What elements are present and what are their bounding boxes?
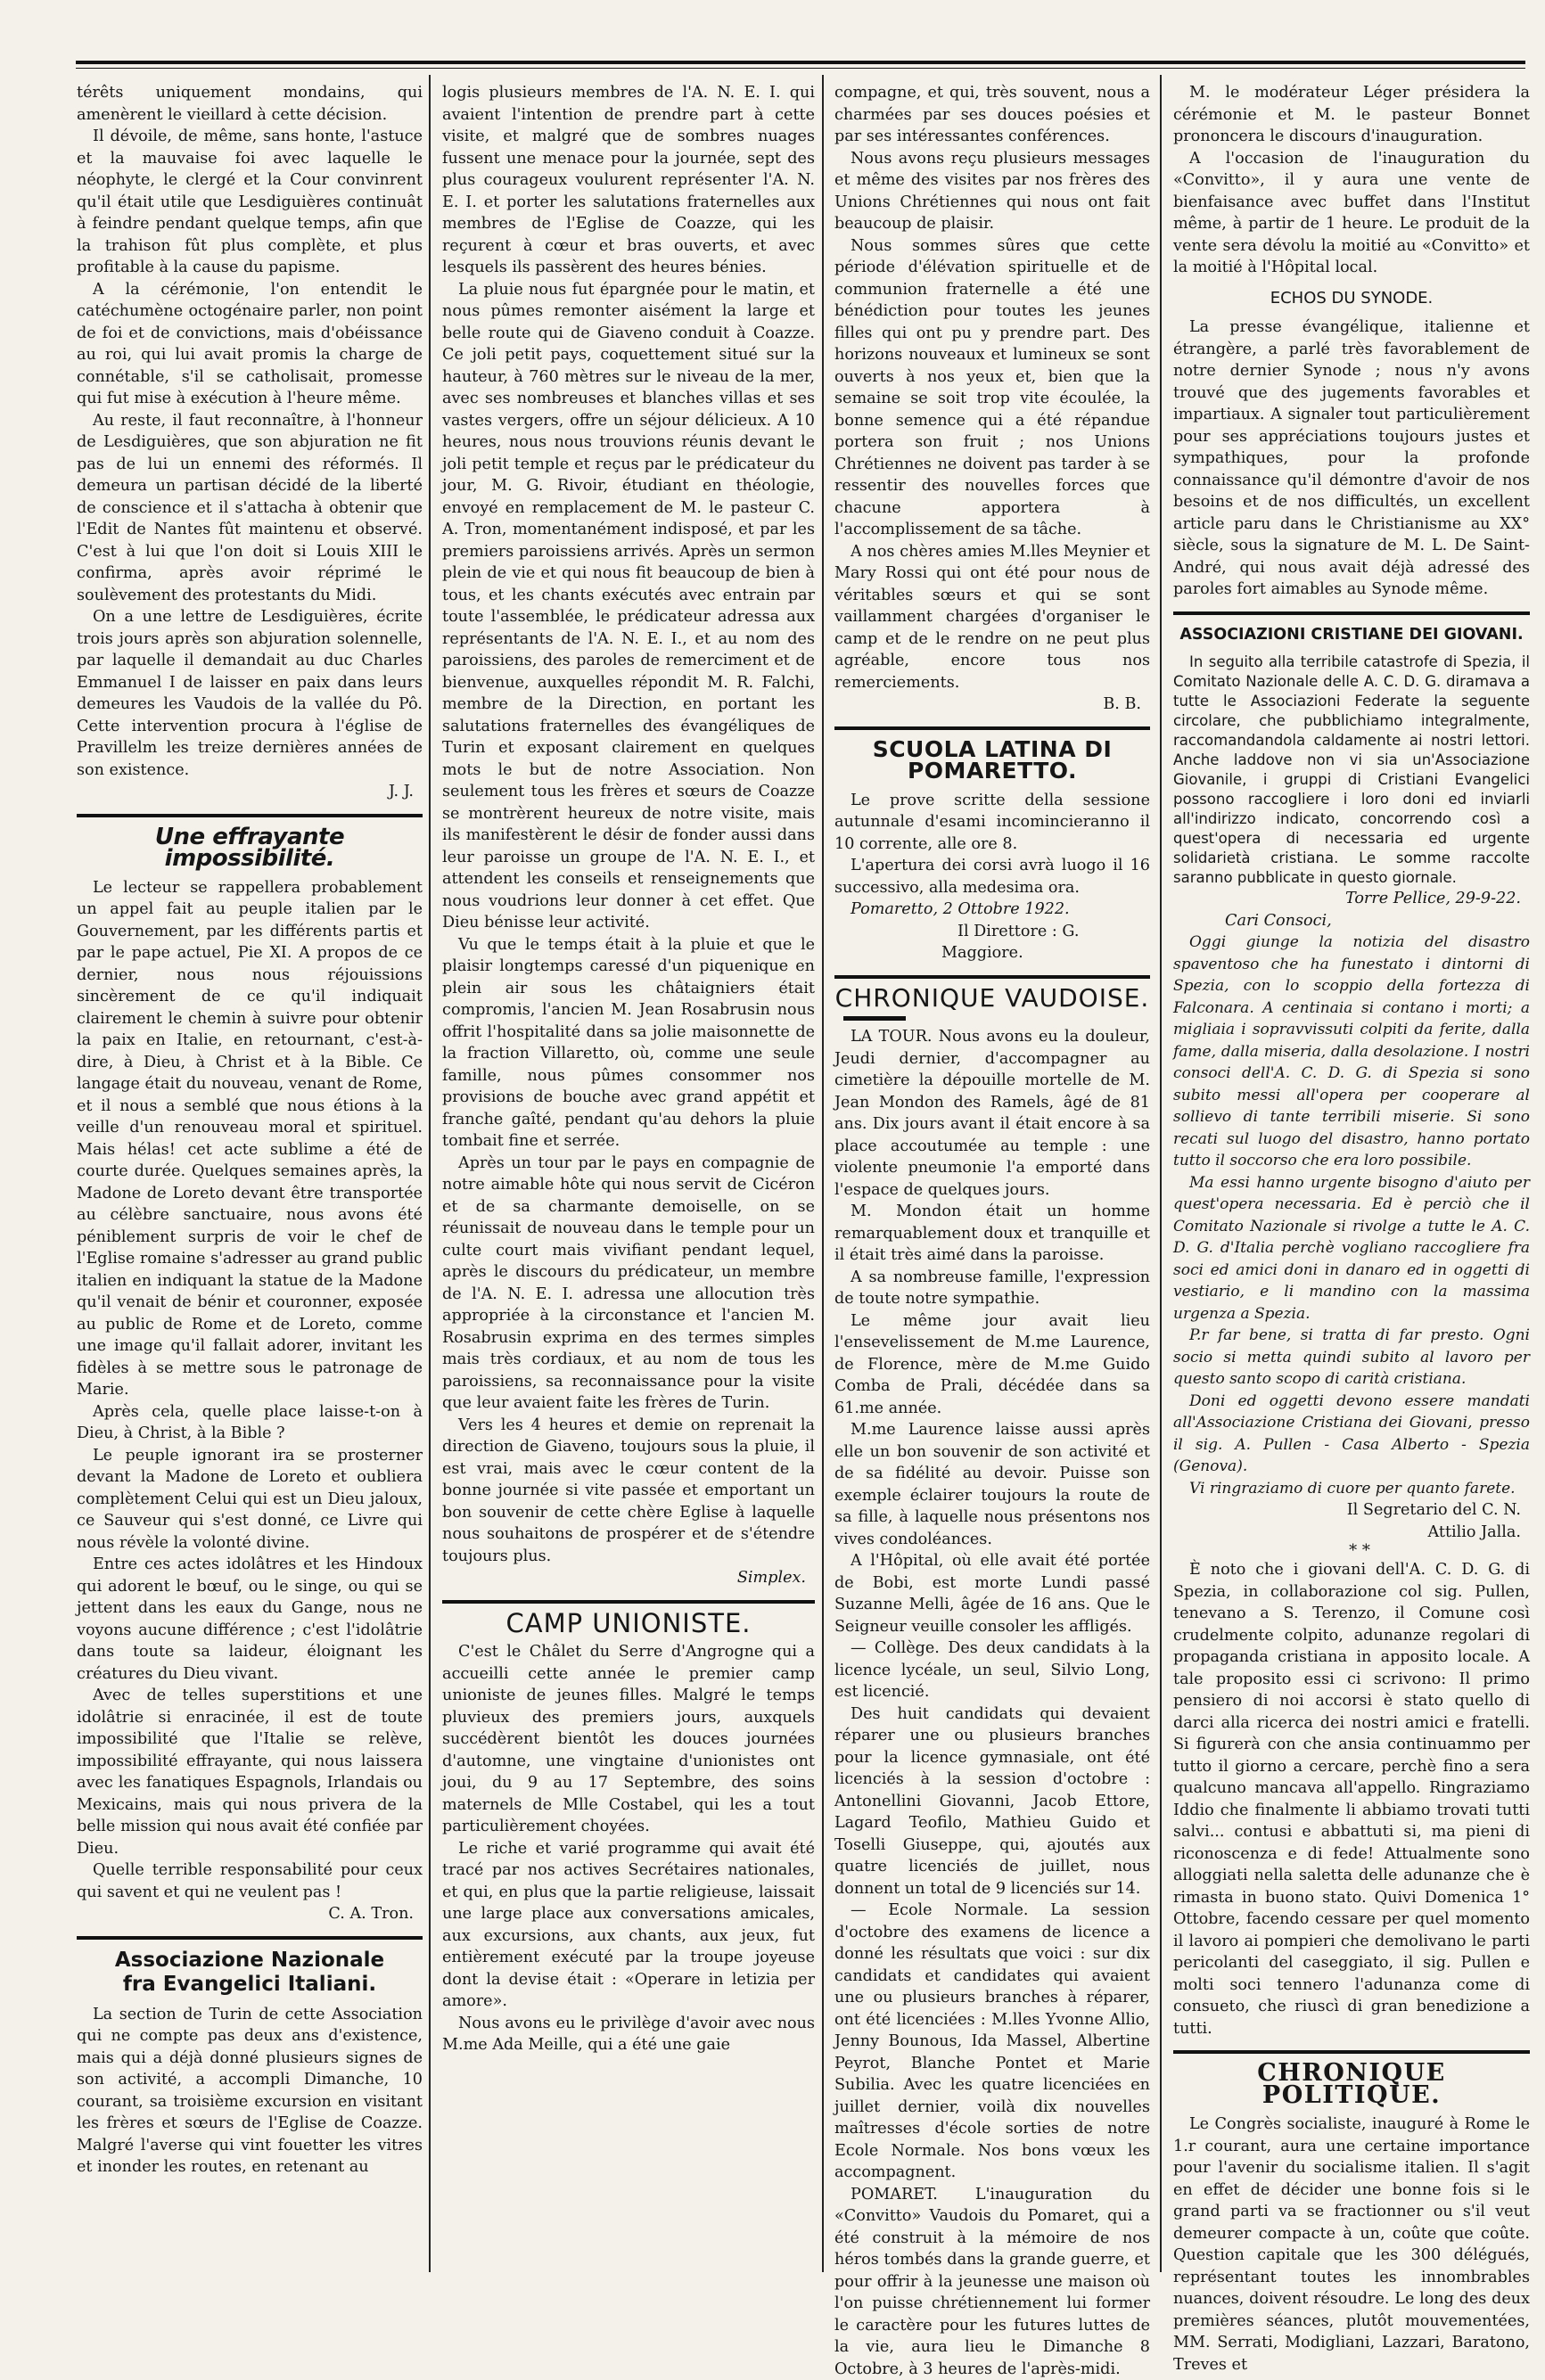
article-paragraph: LA TOUR. Nous avons eu la douleur, Jeudi dernier, d'accompagner au cimetière la dépouille mortelle de M. Jean Mondon des Ramels, âgé de 81 ans. Dix jours avant il était encore à sa place accoutumée au temple : une violente pneumonie l'a emporté dans l'espace de quelques jours. — [834, 1026, 1150, 1201]
article-paragraph: térêts uniquement mondains, qui amenèrent le vieillard à cette décision. — [77, 82, 423, 126]
article-paragraph: Il dévoile, de même, sans honte, l'astuce et la mauvaise foi avec laquelle le néophyte, le clergé et la Cour convinrent qu'il était utile que Lesdiguières continuât à feindre pendant quelque temps, afin que la trahison fût plus complète, et plus profitable à la cause du papisme. — [77, 126, 423, 279]
article-title: CAMP UNIONISTE. — [442, 1613, 815, 1635]
article-paragraph: M. le modérateur Léger présidera la cérémonie et M. le pasteur Bonnet prononcera le discours d'inauguration. — [1173, 82, 1530, 148]
article-paragraph: È noto che i giovani dell'A. C. D. G. di Spezia, in collaborazione col sig. Pullen, tenevano a S. Terenzo, il Comune così crudelmente colpito, adunanze regolari di propaganda cristiana in apposito locale. A tale proposito essi ci scrivono: Il primo pensiero di noi accorsi è stato quello di darci alla ricerca dei nostri amici e fratelli. Si figurerà con che ansia continuammo per tutto il giorno a cercare, perchè fino a sera qualcuno mancava all'appello. Ringraziamo Iddio che finalmente li abbiamo trovati tutti salvi... contusi e abbattuti si, ma pieni di riconoscenza e di fede! Attualmente sono alloggiati nella saletta delle adunanze che è rimasta in buono stato. Quivi Domenica 1° Ottobre, facendo cessare per quel momento il lavoro ai pompieri che demolivano le parti pericolanti del caseggiato, il sig. Pullen e molti soci tennero l'adunanza come di consueto, che riuscì di gran benedizione a tutti. — [1173, 1559, 1530, 2039]
column-divider — [822, 75, 824, 2272]
title-line-1: Associazione Nazionale — [115, 1949, 384, 1972]
article-paragraph: Le peuple ignorant ira se prosterner devant la Madone de Loreto et oubliera complètement Celui qui est un Dieu jaloux, ce Sauveur qui s'est donné, ce Livre qui nous révèle la volonté divine. — [77, 1445, 423, 1555]
article-paragraph: — Ecole Normale. La session d'octobre des examens de licence a donné les résultats que voici : sur dix candidats et candidates qui avaient une ou plusieurs branches à réparer, ont été licenciées : M.lles Yvonne Allio, Jenny Bounous, Ida Massel, Albertine Peyrot, Blanche Pontet et Marie Subilia. Avec les quatre licenciées en juillet dernier, voilà dix nouvelles maîtresses d'école sorties de notre Ecole Normale. Nos bons vœux les accompagnent. — [834, 1900, 1150, 2184]
article-paragraph: La pluie nous fut épargnée pour le matin, et nous pûmes remonter aisément la large et belle route qui de Giaveno conduit à Coazze. Ce joli petit pays, coquettement situé sur la hauteur, à 760 mètres sur le niveau de la mer, avec ses nombreuses et blanches villas et ses vastes vergers, offre un séjour délicieux. A 10 heures, nous nous trouvions réunis devant le joli petit temple et reçus par le prédicateur du jour, M. G. Rivoir, étudiant en théologie, envoyé en remplacement de M. le pasteur C. A. Tron, momentanément indisposé, et par les premiers paroissiens arrivés. Après un sermon plein de vie et qui nous fit beaucoup de bien à tous, et les chants exécutés avec entrain par toute l'assemblée, le prédicateur adressa aux représentants de l'A. N. E. I., et au nom des paroissiens, des paroles de remerciment et de bienvenue, auxquelles répondit M. R. Falchi, membre de la Direction, en portant les salutations fraternelles des évangéliques de Turin et exposant clairement en quelques mots le but de notre Association. Non seulement tous les frères et sœurs de Coazze se montrèrent heureux de notre visite, mais ils manifestèrent le désir de fonder aussi dans leur paroisse un groupe de l'A. N. E. I., et attendent les conseils et renseignements que nous voudrions leur donner à cet effet. Que Dieu bénisse leur activité. — [442, 279, 815, 934]
article-paragraph: Le Congrès socialiste, inauguré à Rome le 1.r courant, aura une certaine importance pour l'avenir du socialisme italien. Il s'agit en effet de décider une bonne fois si le grand parti va se fractionner ou s'il veut demeurer compacte à un, coûte que coûte. Question capitale que les 300 délégués, représentant toutes les innombrables nuances, doivent résoudre. Le long des deux premières séances, plutôt mouvementées, MM. Serrati, Modigliani, Lazzari, Baratono, Treves et — [1173, 2113, 1530, 2376]
article-paragraph: L'apertura dei corsi avrà luogo il 16 successivo, alla medesima ora. — [834, 855, 1150, 899]
column-4 — [1173, 82, 1530, 2272]
article-paragraph: Vi ringraziamo di cuore per quanto farete. — [1173, 1478, 1530, 1500]
section-divider — [1173, 2050, 1530, 2054]
article-paragraph: Nous avons eu le privilège d'avoir avec nous M.me Ada Meille, qui a été une gaie — [442, 2013, 815, 2056]
column-divider — [429, 75, 431, 2272]
section-divider — [1173, 611, 1530, 615]
article-paragraph: M. Mondon était un homme remarquablement doux et tranquille et il était très aimé dans la paroisse. — [834, 1201, 1150, 1267]
article-paragraph: Nous sommes sûres que cette période d'élévation spirituelle et de communion fraternelle a été une bénédiction pour toutes les jeunes filles qui ont pu y prendre part. Des horizons nouveaux et lumineux se sont ouverts à nos yeux et, bien que la semaine se soit trop vite écoulée, la bonne semence qui a été répandue portera son fruit ; nos Unions Chrétiennes ne doivent pas tarder à se ressentir des nouvelles forces que chacune apportera à l'accomplissement de sa tâche. — [834, 235, 1150, 541]
article-paragraph: C'est le Châlet du Serre d'Angrogne qui a accueilli cette année le premier camp unioniste de jeunes filles. Malgré le temps pluvieux des premiers jours, auxquels succédèrent bientôt les douces journées d'automne, une vingtaine d'unionistes ont joui, du 9 au 17 Septembre, des soins maternels de Mlle Costabel, qui les a tout particulièrement choyées. — [442, 1641, 815, 1838]
article-paragraph: A nos chères amies M.lles Meynier et Mary Rossi qui ont été pour nous de véritables sœurs et qui se sont vaillamment chargées d'organiser le camp et de le rendre on ne peut plus agréable, encore tous nos remerciements. — [834, 541, 1150, 694]
column-2 — [442, 82, 815, 2272]
section-divider — [77, 814, 423, 817]
article-paragraph: La section de Turin de cette Association qui ne compte pas deux ans d'existence, mais qui a déjà donné plusieurs signes de son activité, a accompli Dimanche, 10 courant, sa troisième excursion en visitant les frères et sœurs de l'Eglise de Coazze. Malgré l'averse qui vint fouetter les vitres et inonder les routes, en retenant au — [77, 2004, 423, 2179]
title-underline — [843, 1016, 906, 1021]
separator-stars: * * — [1173, 1543, 1530, 1559]
article-paragraph: In seguito alla terribile catastrofe di Spezia, il Comitato Nazionale delle A. C. D. G. diramava a tutte le Associazioni Federate la seguente circolare, che pubblichiamo integralmente, raccomandandola caldamente ai nostri lettori. Anche laddove non vi sia un'Associazione Giovanile, i gruppi di Cristiani Evangelici possono raccogliere i loro doni ed inviarli all'indirizzo indicato, concorrendo così a quest'opera di necessaria ed urgente solidarietà cristiana. Le somme raccolte saranno pubblicate in questo giornale. — [1173, 652, 1530, 888]
article-paragraph: A la cérémonie, l'on entendit le catéchumène octogénaire parler, non point de foi et de convictions, mais d'obéissance au roi, qui lui avait promis la charge de connétable, s'il se catholisait, promesse qui fut mise à exécution à l'heure même. — [77, 279, 423, 410]
article-title: Une effrayante impossibilité. — [77, 826, 423, 870]
article-paragraph: logis plusieurs membres de l'A. N. E. I. qui avaient l'intention de prendre part à cette visite, et malgré que de sombres nuages fussent une menace pour la journée, sept des plus courageux voulurent représenter l'A. N. E. I. et porter les salutations fraternelles aux membres de l'Eglise de Coazze, qui les reçurent à cœur et bras ouverts, et avec lesquels ils passèrent des heures bénies. — [442, 82, 815, 279]
letter-salutation: Cari Consoci, — [1173, 910, 1530, 932]
article-paragraph: Au reste, il faut reconnaître, à l'honneur de Lesdiguières, que son abjuration ne fit pas de lui un ennemi des réformés. Il demeura un partisan décidé de la liberté de conscience et il s'attacha à obtenir que l'Edit de Nantes fût maintenu et observé. C'est à lui que l'on doit si Louis XIII le confirma, après avoir réprimé le soulèvement des protestants du Midi. — [77, 410, 423, 607]
article-paragraph: Nous avons reçu plusieurs messages et même des visites par nos frères des Unions Chrétiennes qui nous ont fait beaucoup de plaisir. — [834, 148, 1150, 235]
article-paragraph: Le même jour avait lieu l'ensevelissement de M.me Laurence, de Florence, mère de M.me Guido Comba de Prali, décédée dans sa 61.me année. — [834, 1310, 1150, 1420]
section-divider — [834, 975, 1150, 979]
article-title — [77, 1949, 423, 1997]
article-paragraph: — Collège. Des deux candidats à la licence lycéale, un seul, Silvio Long, est licencié. — [834, 1637, 1150, 1703]
article-paragraph: Des huit candidats qui devaient réparer une ou plusieurs branches pour la licence gymnasiale, ont été licenciés à la session d'octobre : Antonellini Giovanni, Jacob Ettore, Lagard Teofilo, Mathieu Guido et Toselli Giuseppe, qui, ajoutés aux quatre licenciés de juillet, nous donnent un total de 9 licenciés sur 14. — [834, 1703, 1150, 1900]
article-paragraph: Quelle terrible responsabilité pour ceux qui savent et qui ne veulent pas ! — [77, 1859, 423, 1903]
top-rule-thin — [76, 68, 1525, 69]
article-paragraph: La presse évangélique, italienne et étrangère, a parlé très favorablement de notre dernier Synode ; nous n'y avons trouvé que des jugements favorables et impartiaux. A signaler tout particulièrement pour ses appréciations toujours justes et sympathiques, pour la profonde connaissance qu'il démontre d'avoir de nos besoins et de nos difficultés, un excellent article paru dans le Christianisme au XX° siècle, sous la signature de M. L. De Saint-André, qui nous avait déjà adressé des paroles fort aimables au Synode même. — [1173, 316, 1530, 601]
article-signature: J. J. — [77, 781, 423, 803]
column-1 — [77, 82, 423, 2272]
article-title: ECHOS DU SYNODE. — [1173, 288, 1530, 310]
article-paragraph: Entre ces actes idolâtres et les Hindoux qui adorent le bœuf, ou le singe, ou qui se jettent dans les eaux du Gange, nous ne voyons aucune différence ; c'est l'idolâtrie dans toute sa laideur, éloignant les créatures du Dieu vivant. — [77, 1554, 423, 1685]
article-signature: B. B. — [834, 693, 1150, 716]
article-title: ASSOCIAZIONI CRISTIANE DEI GIOVANI. — [1173, 624, 1530, 646]
article-paragraph: A l'Hôpital, où elle avait été portée de Bobi, est morte Lundi passé Suzanne Melli, âgée de 16 ans. Que le Seigneur veuille consoler les affligés. — [834, 1550, 1150, 1637]
article-paragraph: Vers les 4 heures et demie on reprenait la direction de Giaveno, toujours sous la pluie, il est vrai, mais avec le cœur content de la bonne journée si vite passée et emportant un bon souvenir de cette chère Eglise à laquelle nous souhaitons de prospérer et de s'étendre toujours plus. — [442, 1415, 815, 1568]
article-paragraph: Vu que le temps était à la pluie et que le plaisir longtemps caressé d'un piquenique en plein air sous les châtaigniers était compromis, l'ancien M. Jean Rosabrusin nous offrit l'hospitalité dans sa jolie maisonnette de la fraction Villaretto, où, comme une seule famille, nous pûmes consommer nos provisions de bouche avec grand appétit et franche gaîté, pendant qu'au dehors la pluie tombait fine et serrée. — [442, 934, 815, 1153]
section-divider — [77, 1936, 423, 1940]
article-paragraph: Le riche et varié programme qui avait été tracé par nos actives Secrétaires nationales, et qui, en plus que la partie religieuse, laissait une large place aux conversations amicales, aux excursions, aux chants, aux jeux, fut entièrement exécuté par la troupe joyeuse dont la devise était : «Operare in letizia per amore». — [442, 1838, 815, 2013]
article-signature: Il Segretario del C. N. — [1173, 1499, 1530, 1522]
article-paragraph: Ma essi hanno urgente bisogno d'aiuto per quest'opera necessaria. Ed è perciò che il Comitato Nazionale si rivolge a tutte le A. C. D. G. d'Italia perchè vogliano raccogliere fra soci ed amici doni in danaro ed in oggetti di vestiario, e li mandino con la massima urgenza a Spezia. — [1173, 1172, 1530, 1325]
article-signature: Il Direttore : G. Maggiore. — [834, 921, 1150, 964]
article-paragraph: Le lecteur se rappellera probablement un appel fait au peuple italien par le Gouvernement, par les différents partis et par le pape actuel, Pie XI. A propos de ce dernier, nous nous réjouissions sincèrement de ce qu'il indiquait clairement le chemin à suivre pour obtenir la paix en Italie, en retournant, c'est-à-dire, à Dieu, à Christ et à la Bible. Ce langage était du nouveau, venant de Rome, et il nous a semblé que nous étions à la veille d'un renouveau moral et spirituel. Mais hélas! cet acte sublime a été de courte durée. Quelques semaines après, la Madone de Loreto devant être transportée au célèbre sanctuaire, nous avons été péniblement surpris de voir le chef de l'Eglise romaine s'adresser au grand public italien en indiquant la statue de la Madone qu'il venait de bénir et couronner, exposée au public de Rome et de Loreto, comme une image qu'il fallait adorer, invitant les fidèles à se mettre sous le patronage de Marie. — [77, 877, 423, 1401]
section-title: CHRONIQUE POLITIQUE. — [1173, 2063, 1530, 2106]
column-divider — [1160, 75, 1162, 2272]
article-paragraph: Après cela, quelle place laisse-t-on à Dieu, à Christ, à la Bible ? — [77, 1401, 423, 1445]
section-title: CHRONIQUE VAUDOISE. — [834, 988, 1150, 1010]
column-3 — [834, 82, 1150, 2272]
article-paragraph: compagne, et qui, très souvent, nous a charmées par ses douces poésies et par ses intéressantes conférences. — [834, 82, 1150, 148]
top-rule — [76, 61, 1525, 64]
article-paragraph: Oggi giunge la notizia del disastro spaventoso che ha funestato i dintorni di Spezia, con lo scoppio della fortezza di Falconara. A centinaia si contano i morti; a migliaia i sopravvissuti colpiti da ferite, dalla fame, dalla miseria, dalla desolazione. I nostri consoci dell'A. C. D. G. di Spezia si sono subito messi all'opera per cooperare al sollievo di tante terribili miserie. Si sono recati sul luogo del disastro, hanno portato tutto il soccorso che era loro possibile. — [1173, 931, 1530, 1172]
article-signature: Attilio Jalla. — [1173, 1522, 1530, 1544]
article-paragraph: Doni ed oggetti devono essere mandati all'Associazione Cristiana dei Giovani, presso il sig. A. Pullen - Casa Alberto - Spezia (Genova). — [1173, 1391, 1530, 1478]
article-paragraph: P.r far bene, si tratta di far presto. Ogni socio si metta quindi subito al lavoro per questo santo scopo di carità cristiana. — [1173, 1325, 1530, 1391]
article-paragraph: POMARET. L'inauguration du «Convitto» Vaudois du Pomaret, qui a été construit à la mémoire de nos héros tombés dans la grande guerre, et pour offrir à la jeunesse une maison où l'on puisse chrétiennement lui former le caractère pour les futures luttes de la vie, aura lieu le Dimanche 8 Octobre, à 3 heures de l'après-midi. — [834, 2184, 1150, 2380]
article-paragraph: Avec de telles superstitions et une idolâtrie si enracinée, il est de toute impossibilité que l'Italie se relève, impossibilité effrayante, qui nous laissera avec les fanatiques Espagnols, Irlandais ou Mexicains, mais qui nous privera de la belle mission qui nous avait été confiée par Dieu. — [77, 1685, 423, 1859]
article-date: Torre Pellice, 29-9-22. — [1173, 888, 1530, 910]
article-paragraph: A sa nombreuse famille, l'expression de toute notre sympathie. — [834, 1267, 1150, 1310]
title-line-2: fra Evangelici Italiani. — [123, 1973, 376, 1996]
article-paragraph: M.me Laurence laisse aussi après elle un bon souvenir de son activité et de sa fidélité au devoir. Puisse son exemple éclairer toujours la route de sa fille, à laquelle nous présentons nos vives condoléances. — [834, 1419, 1150, 1550]
article-paragraph: Le prove scritte della sessione autunnale d'esami incomincieranno il 10 corrente, alle ore 8. — [834, 790, 1150, 856]
article-title: SCUOLA LATINA DI POMARETTO. — [834, 739, 1150, 783]
article-paragraph: On a une lettre de Lesdiguières, écrite trois jours après son abjuration solennelle, par laquelle il demandait au duc Charles Emmanuel I de laisser en paix dans leurs demeures les Vaudois de la vallée du Pô. Cette intervention procura à l'église de Pravillelm les treize dernières années de son existence. — [77, 606, 423, 781]
section-divider — [834, 726, 1150, 730]
article-paragraph: Après un tour par le pays en compagnie de notre aimable hôte qui nous servit de Cicéron et de sa charmante demoiselle, on se réunissait de nouveau dans le temple pour un culte court mais vivifiant pendant lequel, après le discours du prédicateur, un membre de l'A. N. E. I. adressa une allocution très appropriée à la circonstance et l'ancien M. Rosabrusin exprima en des termes simples mais très cordiaux, et au nom de tous les paroissiens, sa reconnaissance pour la visite que leur avaient faite les frères de Turin. — [442, 1153, 815, 1415]
article-date: Pomaretto, 2 Ottobre 1922. — [834, 899, 1150, 921]
article-signature: Simplex. — [442, 1567, 815, 1589]
article-signature: C. A. Tron. — [77, 1903, 423, 1925]
section-divider — [442, 1600, 815, 1604]
article-paragraph: A l'occasion de l'inauguration du «Convitto», il y aura une vente de bienfaisance avec buffet dans l'Institut même, à partir de 1 heure. Le produit de la vente sera dévolu la moitié au «Convitto» et la moitié à l'Hôpital local. — [1173, 148, 1530, 279]
